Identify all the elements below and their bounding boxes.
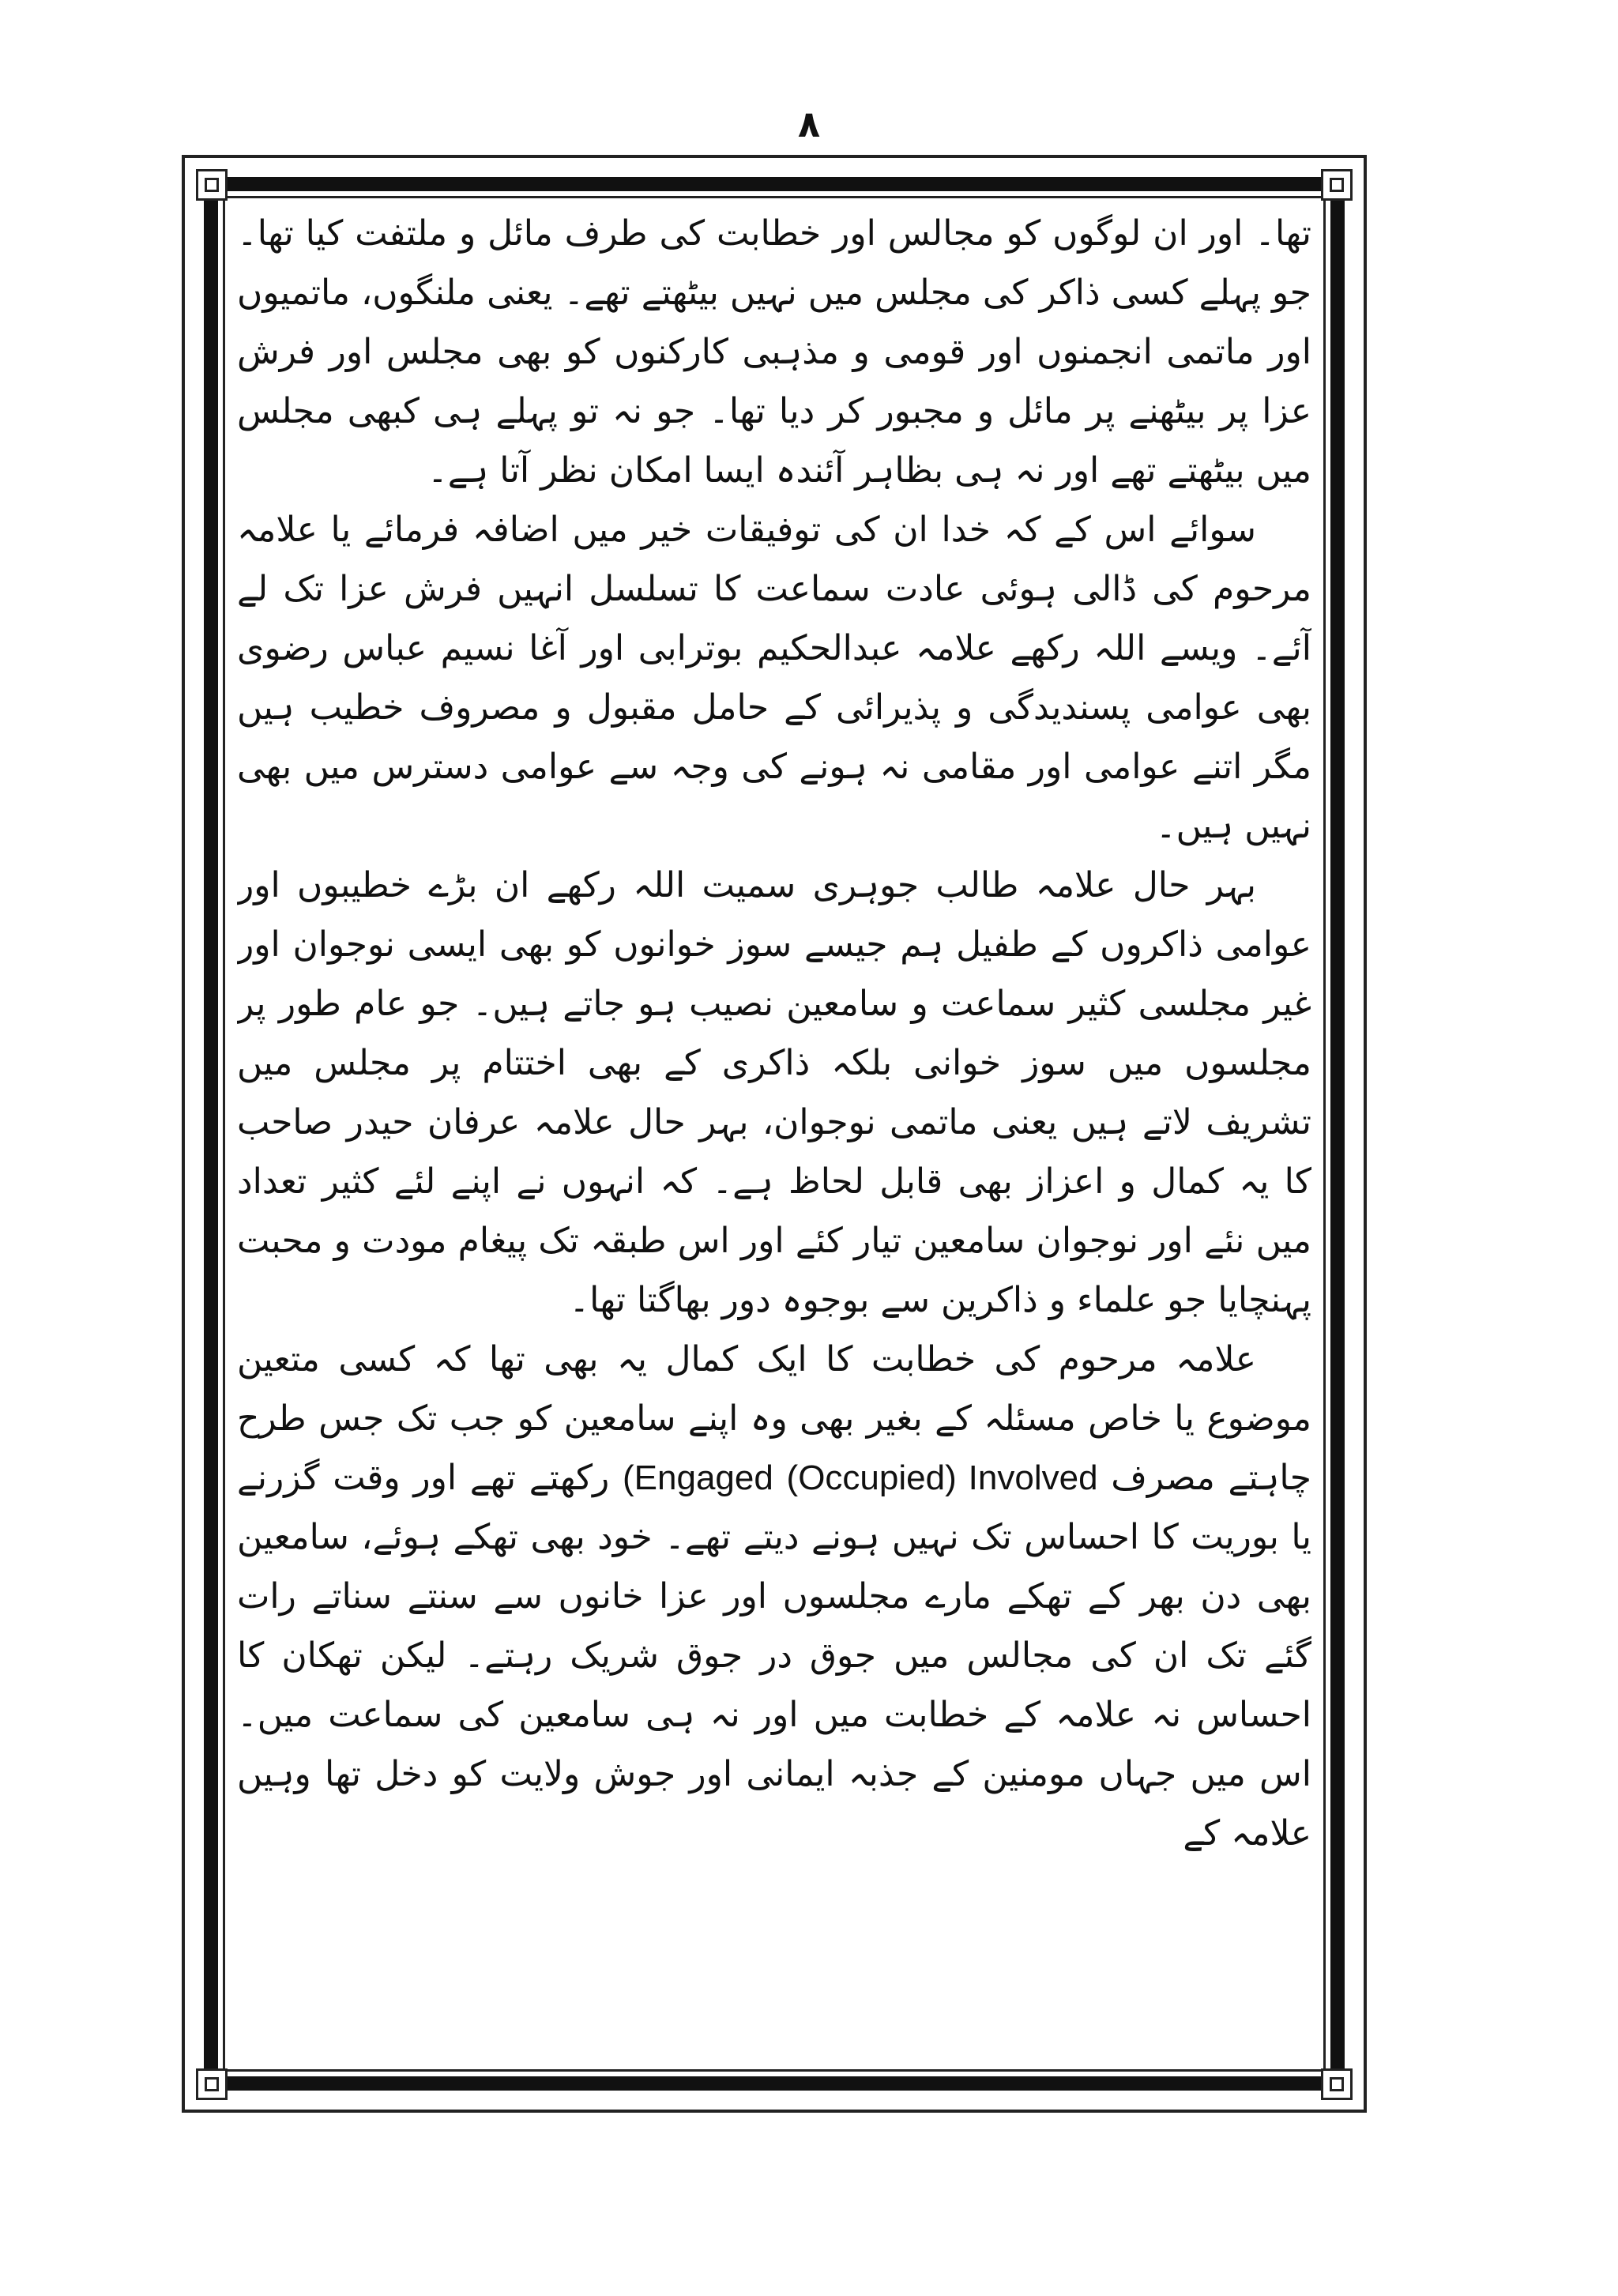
corner-ornament-bottom-left bbox=[196, 2068, 228, 2100]
paragraph bbox=[237, 1330, 1311, 1863]
paragraph: تھا۔ اور ان لوگوں کو مجالس اور خطابت کی طرف مائل و ملتفت کیا تھا۔ جو پہلے کسی ذاکر کی مجلس میں نہیں بیٹھتے تھے۔ یعنی ملنگوں، ماتمیوں اور ماتمی انجمنوں اور قومی و مذہبی کارکنوں کو بھی مجلس اور فرش عزا پر بیٹھنے پر مائل و مجبور کر دیا تھا۔ جو نہ تو پہلے ہی کبھی مجلس میں بیٹھتے تھے اور نہ ہی بظاہر آئندہ ایسا امکان نظر آتا ہے۔ bbox=[237, 213, 1311, 491]
paragraph: سوائے اس کے کہ خدا ان کی توفیقات خیر میں اضافہ فرمائے یا علامہ مرحوم کی ڈالی ہوئی عادت سماعت کا تسلسل انہیں فرش عزا تک لے آئے۔ ویسے اللہ رکھے علامہ عبدالحکیم بوترابی اور آغا نسیم عباس رضوی بھی عوامی پسندیدگی و پذیرائی کے حامل مقبول و مصروف خطیب ہیں مگر اتنے عوامی اور مقامی نہ ہونے کی وجہ سے عوامی دسترس میں بھی نہیں ہیں۔ bbox=[237, 510, 1311, 846]
paragraph: بہر حال علامہ طالب جوہری سمیت اللہ رکھے ان بڑے خطیبوں اور عوامی ذاکروں کے طفیل ہم جیسے سوز خوانوں کو بھی ایسی نوجوان اور غیر مجلسی کثیر سماعت و سامعین نصیب ہو جاتے ہیں۔ جو عام طور پر مجلسوں میں سوز خوانی بلکہ ذاکری کے بھی اختتام پر مجلس میں تشریف لاتے ہیں یعنی ماتمی نوجوان، بہر حال علامہ عرفان حیدر صاحب کا یہ کمال و اعزاز بھی قابل لحاظ ہے۔ کہ انہوں نے اپنے لئے کثیر تعداد میں نئے اور نوجوان سامعین تیار کئے اور اس طبقہ تک پیغام مودت و محبت پہنچایا جو علماء و ذاکرین سے بوجوہ دور بھاگتا تھا۔ bbox=[237, 865, 1311, 1320]
page-number: ۸ bbox=[797, 103, 821, 145]
corner-ornament-top-left bbox=[196, 169, 228, 201]
english-term-engaged: (Engaged bbox=[623, 1459, 773, 1497]
english-term-occupied-involved: (Occupied) Involved bbox=[786, 1459, 1098, 1497]
corner-ornament-top-right bbox=[1321, 169, 1353, 201]
paragraph-text: علامہ مرحوم کی خطابت کا ایک کمال یہ بھی تھا کہ کسی متعین موضوع یا خاص مسئلہ کے بغیر بھی وہ اپنے سامعین کو جب تک جس طرح چاہتے مصرف bbox=[237, 1339, 1311, 1498]
corner-ornament-bottom-right bbox=[1321, 2068, 1353, 2100]
body-text bbox=[237, 204, 1311, 2061]
paragraph-text: رکھتے تھے اور وقت گزرنے یا بوریت کا احساس تک نہیں ہونے دیتے تھے۔ خود بھی تھکے ہوئے، سامعین بھی دن بھر کے تھکے مارے مجلسوں اور عزا خانوں سے سنتے سناتے رات گئے تک ان کی مجالس میں جوق در جوق شریک رہتے۔ لیکن تھکان کا احساس نہ علامہ کے خطابت میں اور نہ ہی سامعین کی سماعت میں۔ اس میں جہاں مومنین کے جذبہ ایمانی اور جوش ولایت کو دخل تھا وہیں علامہ کے bbox=[237, 1458, 1311, 1854]
